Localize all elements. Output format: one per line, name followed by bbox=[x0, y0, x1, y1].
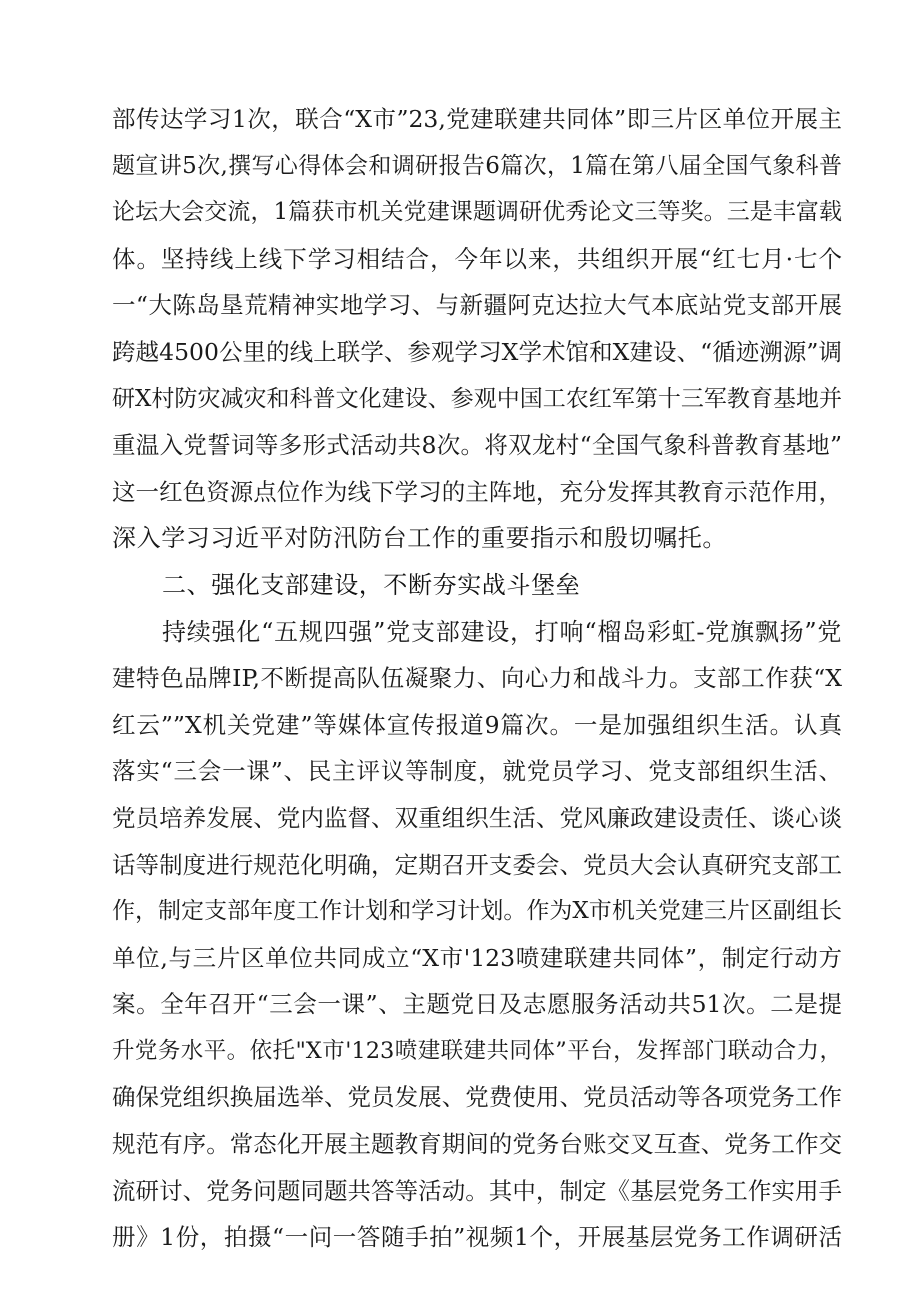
text-line: 流研讨、党务问题同题共答等活动。其中，制定《基层党务工作实用手 bbox=[112, 1176, 842, 1205]
text-line: 案。全年召开“三会一课”、主题党日及志愿服务活动共51次。二是提 bbox=[112, 990, 842, 1019]
text-line: 这一红色资源点位作为线下学习的主阵地，充分发挥其教育示范作用， bbox=[112, 477, 842, 506]
text-line: 确保党组织换届选举、党员发展、党费使用、党员活动等各项党务工作 bbox=[112, 1083, 842, 1112]
text-line: 落实“三会一课”、民主评议等制度，就党员学习、党支部组织生活、 bbox=[112, 757, 842, 786]
text-line: 深入学习习近平对防汛防台工作的重要指示和殷切嘱托。 bbox=[112, 524, 727, 553]
text-line: 党员培养发展、党内监督、双重组织生活、党风廉政建设责任、谈心谈 bbox=[112, 803, 842, 832]
text-line: 升党务水平。依托"X市'123喷建联建共同体”平台，发挥部门联动合力， bbox=[112, 1037, 842, 1064]
document-body bbox=[112, 96, 842, 1261]
text-line: 册》1份，拍摄“一问一答随手拍”视频1个，开展基层党务工作调研活 bbox=[112, 1223, 842, 1252]
text-line: 一“大陈岛垦荒精神实地学习、与新疆阿克达拉大气本底站党支部开展 bbox=[112, 291, 842, 320]
paragraph-1 bbox=[112, 96, 842, 562]
text-line: 研X村防灾减灾和科普文化建设、参观中国工农红军第十三军教育基地并 bbox=[112, 385, 842, 412]
text-line: 红云””X机关党建”等媒体宣传报道9篇次。一是加强组织生活。认真 bbox=[112, 710, 842, 739]
paragraph-2 bbox=[112, 609, 842, 1261]
text-line: 作，制定支部年度工作计划和学习计划。作为X市机关党建三片区副组长 bbox=[112, 898, 842, 925]
text-line: 论坛大会交流，1篇获市机关党建课题调研优秀论文三等奖。三是丰富载 bbox=[112, 199, 842, 226]
text-line: 规范有序。常态化开展主题教育期间的党务台账交叉互查、党务工作交 bbox=[112, 1130, 842, 1159]
text-line: 跨越4500公里的线上联学、参观学习X学术馆和X建设、“循迹溯源”调 bbox=[112, 337, 842, 366]
text-line: 单位,与三片区单位共同成立“X市'123喷建联建共同体”，制定行动方 bbox=[112, 943, 842, 972]
section-heading: 二、强化支部建设，不断夯实战斗堡垒 bbox=[162, 570, 581, 599]
text-line: 建特色品牌IP,不断提高队伍凝聚力、向心力和战斗力。支部工作获“X bbox=[112, 664, 842, 693]
text-line: 部传达学习1次，联合“X市”23,党建联建共同体”即三片区单位开展主 bbox=[112, 105, 842, 133]
text-line: 持续强化“五规四强”党支部建设，打响“榴岛彩虹-党旗飘扬”党 bbox=[162, 617, 842, 646]
text-line: 题宣讲5次,撰写心得体会和调研报告6篇次，1篇在第八届全国气象科普 bbox=[112, 152, 842, 179]
text-line: 重温入党誓词等多形式活动共8次。将双龙村“全国气象科普教育基地” bbox=[112, 431, 842, 460]
text-line: 话等制度进行规范化明确，定期召开支委会、党员大会认真研究支部工 bbox=[112, 850, 842, 879]
text-line: 体。坚持线上线下学习相结合，今年以来，共组织开展“红七月·七个 bbox=[112, 244, 842, 273]
